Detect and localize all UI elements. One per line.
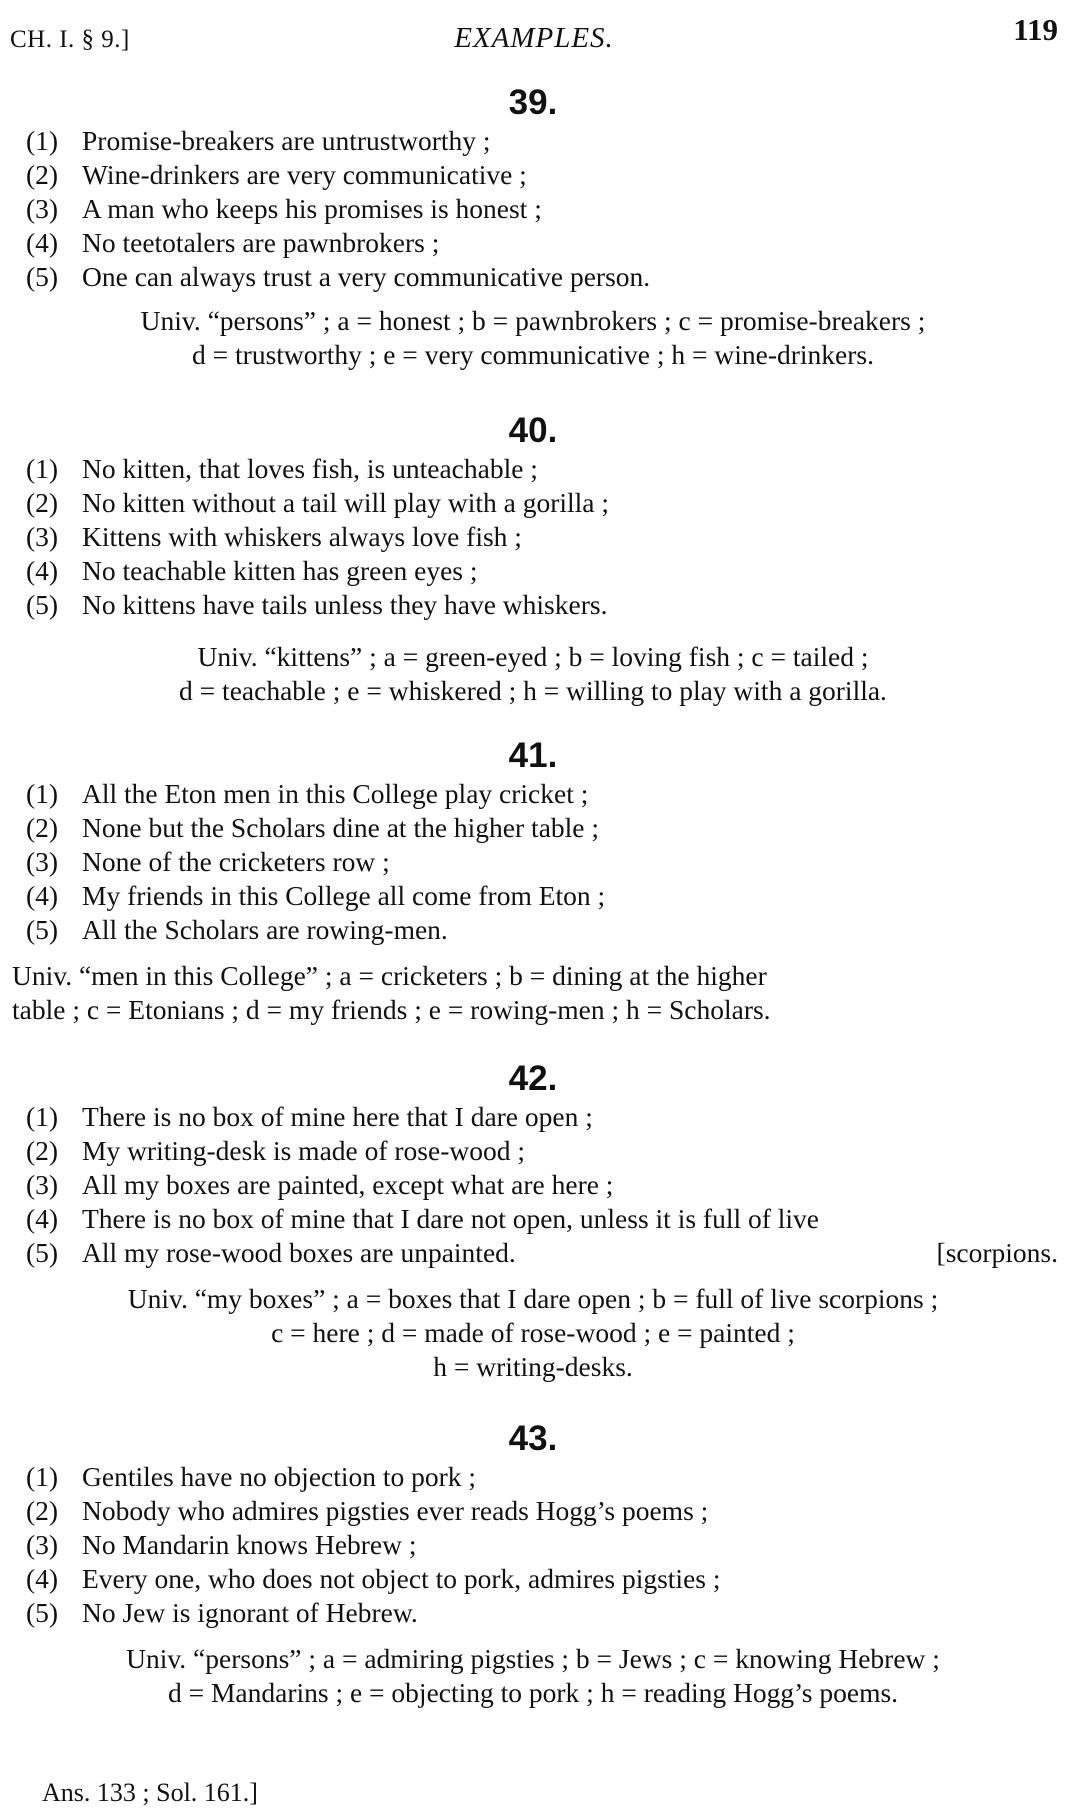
universe-line: Univ. “persons” ; a = admiring pigsties ; b = Jews ; c = knowing Hebrew ;: [126, 1643, 940, 1674]
premise-number: (3): [26, 193, 59, 224]
premise-text: Nobody who admires pigsties ever reads Hogg’s poems ;: [82, 1495, 709, 1526]
premise-text: No teachable kitten has green eyes ;: [82, 555, 478, 586]
premise-number: (4): [26, 555, 59, 586]
premise-number: (2): [26, 487, 59, 518]
premise-number: (5): [26, 261, 59, 292]
premise-item: [0, 452, 1066, 486]
running-title: EXAMPLES.: [454, 22, 614, 54]
premise-item: [0, 913, 1066, 947]
premise-number: (5): [26, 1597, 59, 1628]
premise-text: No teetotalers are pawnbrokers ;: [82, 227, 440, 258]
example-42: [0, 1058, 1066, 1384]
premise-text: Gentiles have no objection to pork ;: [82, 1461, 477, 1492]
universe-definition: [0, 640, 1066, 708]
premise-number: (2): [26, 1135, 59, 1166]
premise-item: [0, 520, 1066, 554]
universe-line: d = trustworthy ; e = very communicative ; h = wine-drinkers.: [192, 339, 874, 370]
premise-list: [0, 1100, 1066, 1270]
universe-definition: [0, 1282, 1066, 1384]
premise-item: [0, 486, 1066, 520]
universe-line: Univ. “persons” ; a = honest ; b = pawnbrokers ; c = promise-breakers ;: [140, 305, 926, 336]
premise-item: [0, 1460, 1066, 1494]
premise-item: [0, 811, 1066, 845]
example-39: [0, 82, 1066, 372]
premise-text: Every one, who does not object to pork, admires pigsties ;: [82, 1563, 721, 1594]
premise-item: [0, 845, 1066, 879]
premise-text: Kittens with whiskers always love fish ;: [82, 521, 522, 552]
universe-definition: [0, 1642, 1066, 1710]
premise-text: No kitten, that loves fish, is unteachable ;: [82, 453, 538, 484]
example-number: 39.: [508, 83, 558, 122]
premise-number: (5): [26, 914, 59, 945]
premise-text: None but the Scholars dine at the higher table ;: [82, 812, 600, 843]
example-40: [0, 410, 1066, 708]
premise-item: [0, 192, 1066, 226]
premise-item: [0, 260, 1066, 294]
premise-number: (3): [26, 1529, 59, 1560]
premise-item: [0, 1562, 1066, 1596]
universe-line: d = teachable ; e = whiskered ; h = willing to play with a gorilla.: [179, 675, 887, 706]
premise-text: All my rose-wood boxes are unpainted.: [82, 1237, 516, 1268]
premise-number: (2): [26, 812, 59, 843]
premise-number: (1): [26, 1461, 59, 1492]
premise-number: (5): [26, 589, 59, 620]
example-41: [0, 735, 1066, 1027]
universe-line: table ; c = Etonians ; d = my friends ; e = rowing-men ; h = Scholars.: [12, 994, 771, 1025]
premise-item: [0, 124, 1066, 158]
universe-line: h = writing-desks.: [433, 1351, 633, 1382]
premise-text: A man who keeps his promises is honest ;: [82, 193, 542, 224]
premise-number: (5): [26, 1237, 59, 1268]
premise-number: (1): [26, 125, 59, 156]
premise-number: (3): [26, 521, 59, 552]
premise-list: [0, 777, 1066, 947]
premise-text: My friends in this College all come from Eton ;: [82, 880, 606, 911]
page-number: 119: [1013, 12, 1058, 47]
premise-item: [0, 1134, 1066, 1168]
premise-text: All the Scholars are rowing-men.: [82, 914, 448, 945]
premise-text: One can always trust a very communicative person.: [82, 261, 651, 292]
premise-item: [0, 554, 1066, 588]
premise-item: [0, 1100, 1066, 1134]
answer-reference: Ans. 133 ; Sol. 161.]: [42, 1778, 258, 1807]
example-43: [0, 1418, 1066, 1710]
premise-item: [0, 777, 1066, 811]
premise-item: [0, 1494, 1066, 1528]
premise-text: My writing-desk is made of rose-wood ;: [82, 1135, 525, 1166]
premise-number: (2): [26, 1495, 59, 1526]
premise-item: [0, 1528, 1066, 1562]
premise-item: [0, 1202, 1066, 1236]
premise-text: All the Eton men in this College play cricket ;: [82, 778, 589, 809]
universe-line: c = here ; d = made of rose-wood ; e = painted ;: [271, 1317, 795, 1348]
premise-list: [0, 1460, 1066, 1630]
example-number: 42.: [508, 1059, 558, 1098]
premise-number: (1): [26, 453, 59, 484]
premise-item: [0, 158, 1066, 192]
universe-definition: [0, 304, 1066, 372]
example-number: 40.: [508, 411, 558, 450]
premise-number: (4): [26, 1563, 59, 1594]
universe-line: Univ. “men in this College” ; a = cricketers ; b = dining at the higher: [12, 960, 767, 991]
example-number: 43.: [508, 1419, 558, 1458]
premise-number: (3): [26, 846, 59, 877]
premise-text: There is no box of mine that I dare not open, unless it is full of live: [82, 1203, 819, 1234]
premise-text: No kitten without a tail will play with a gorilla ;: [82, 487, 609, 518]
premise-continuation: [scorpions.: [936, 1237, 1058, 1268]
premise-text: No Jew is ignorant of Hebrew.: [82, 1597, 418, 1628]
premise-text: None of the cricketers row ;: [82, 846, 390, 877]
premise-number: (1): [26, 778, 59, 809]
premise-list: [0, 452, 1066, 622]
premise-number: (1): [26, 1101, 59, 1132]
premise-text: No Mandarin knows Hebrew ;: [82, 1529, 417, 1560]
premise-item: [0, 226, 1066, 260]
chapter-reference: CH. I. § 9.]: [10, 26, 130, 53]
premise-item: [0, 1596, 1066, 1630]
premise-text: No kittens have tails unless they have whiskers.: [82, 589, 608, 620]
premise-number: (2): [26, 159, 59, 190]
universe-definition: [0, 959, 1066, 1027]
premise-item: [0, 1236, 1066, 1270]
premise-text: All my boxes are painted, except what are here ;: [82, 1169, 614, 1200]
universe-line: d = Mandarins ; e = objecting to pork ; h = reading Hogg’s poems.: [167, 1677, 899, 1708]
premise-number: (4): [26, 880, 59, 911]
premise-number: (4): [26, 227, 59, 258]
premise-text: Wine-drinkers are very communicative ;: [82, 159, 527, 190]
premise-number: (3): [26, 1169, 59, 1200]
premise-text: There is no box of mine here that I dare open ;: [82, 1101, 593, 1132]
premise-number: (4): [26, 1203, 59, 1234]
premise-item: [0, 1168, 1066, 1202]
running-header: [10, 12, 1058, 56]
premise-item: [0, 588, 1066, 622]
universe-line: Univ. “my boxes” ; a = boxes that I dare open ; b = full of live scorpions ;: [127, 1283, 939, 1314]
universe-line: Univ. “kittens” ; a = green-eyed ; b = loving fish ; c = tailed ;: [197, 641, 869, 672]
premise-text: Promise-breakers are untrustworthy ;: [82, 125, 491, 156]
premise-list: [0, 124, 1066, 294]
example-number: 41.: [508, 736, 558, 775]
premise-item: [0, 879, 1066, 913]
